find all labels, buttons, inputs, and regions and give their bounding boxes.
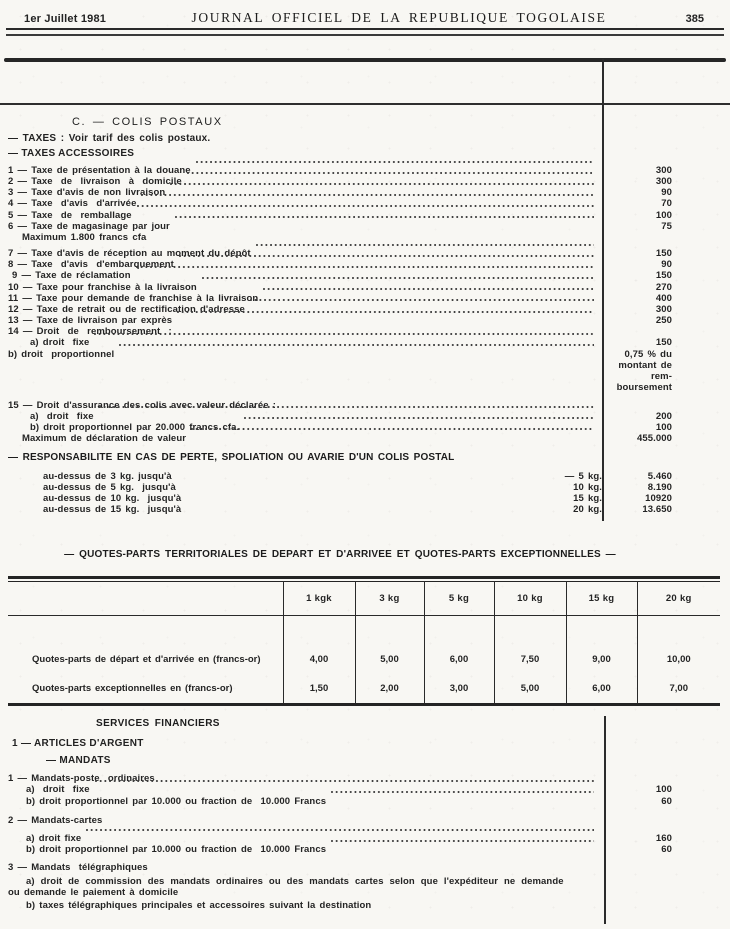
tariff-line [8,270,730,281]
table-header-cell: 20 kg [637,581,720,615]
table-cell: 9,00 [566,645,637,674]
table-header-cell: 5 kg [424,581,494,615]
services-heading: SERVICES FINANCIERS [96,718,220,729]
table-header-row [8,581,720,615]
line-label: 2 — Taxe de livraison à domicile [8,176,182,188]
line-label: 15 — Droit d'assurance des colis avec valeur déclarée : [8,399,277,411]
line-value: 150 [655,248,672,260]
line-label: 8 — Taxe d'avis d'embarquement [8,259,174,271]
table-cell: 6,00 [424,645,494,674]
line-label: 5 — Taxe de remballage [8,209,132,221]
table-row-label: Quotes-parts exceptionnelles en (francs-or) [32,682,233,694]
line-label: a) droit fixe [30,410,94,422]
tariff-line [8,259,730,270]
line-label: 12 — Taxe de retrait ou de rectification d'adresse [8,303,245,315]
tariff-line [8,232,730,243]
table-header-cell: 15 kg [566,581,637,615]
table-cell: 2,00 [355,674,424,705]
line-value: 70 [661,198,672,210]
table-row [8,645,720,674]
line-label: au-dessus de 10 kg. jusqu'à [43,493,182,505]
horizontal-rule-mid [0,103,730,105]
line-value: 150 [655,337,672,349]
horizontal-rule-heavy [4,58,726,62]
masthead-title: JOURNAL OFFICIEL DE LA REPUBLIQUE TOGOLAISE [191,10,607,25]
tariff-line [8,773,730,784]
tariff-line [8,315,730,326]
line-value: 150 [655,270,672,282]
line-label: Maximum de déclaration de valeur [22,432,187,444]
quotes-parts-table [8,581,720,706]
line-value: 0,75 % du montant de rem- boursement [616,348,672,393]
masthead-page-number: 385 [685,13,704,25]
line-value: 60 [661,844,672,856]
line-value: 75 [661,220,672,232]
line-label: 13 — Taxe de livraison par exprès [8,315,173,327]
line-label: a) droit fixe [26,833,82,845]
tariff-line [8,304,730,315]
tariff-line [8,422,730,433]
tariff-line [8,471,730,482]
line-label: au-dessus de 15 kg. jusqu'à [43,504,182,516]
table-header-cell: 3 kg [355,581,424,615]
services-list [8,773,730,911]
line-value: 90 [661,259,672,271]
tariff-line [8,187,730,198]
tariff-line [8,176,730,187]
weight-limit: — 5 kg. [564,471,602,482]
weight-limit: 20 kg. [573,504,602,516]
tariff-line [8,210,730,221]
table-header-cell: 1 kgk [283,581,355,615]
table-spacer-row [8,615,720,645]
line-value: 10920 [645,493,672,505]
line-label: b) droit proportionnel par 10.000 ou fraction de 10.000 Francs [26,844,327,856]
tariff-line [8,784,730,795]
line-value: 455.000 [636,432,672,444]
line-label: 1 — Taxe de présentation à la douane [8,165,191,176]
table-cell: 4,00 [283,645,355,674]
line-label: au-dessus de 3 kg. jusqu'à [43,471,172,482]
table-row [8,674,720,705]
line-value: 300 [655,303,672,315]
masthead-date: 1er Juillet 1981 [24,13,107,25]
tariff-line [8,833,730,844]
mandats-heading: — MANDATS [46,755,111,766]
line-value: 100 [655,209,672,221]
line-label: 10 — Taxe pour franchise à la livraison [8,281,197,293]
quotes-parts-title: — QUOTES-PARTS TERRITORIALES DE DEPART ET D'ARRIVEE ET QUOTES-PARTS EXCEPTIONNELLES — [64,549,616,560]
line-label: b) taxes télégraphiques principales et accessoires suivant la destination [26,899,372,911]
line-label: a) droit fixe [26,784,90,796]
tariff-line [8,862,730,873]
line-label: ou demande le paiement à domicile [8,887,179,899]
line-label: b) droit proportionnel [8,348,115,360]
tariff-line [8,482,730,493]
line-label: Maximum 1.800 francs cfa [22,231,147,243]
tariff-line [8,293,730,304]
line-label: 9 — Taxe de réclamation [12,270,131,282]
line-label: au-dessus de 5 kg. jusqu'à [43,482,176,494]
tariff-line [8,411,730,422]
tariff-line [8,349,730,393]
table-cell: 5,00 [494,674,566,705]
table-cell: 7,00 [637,674,720,705]
table-cell: 6,00 [566,674,637,705]
line-value: 200 [655,410,672,422]
line-label: a) droit fixe [30,337,90,349]
responsabilite-list [8,471,730,516]
articles-argent-heading: 1 — ARTICLES D'ARGENT [12,738,144,749]
tariff-line [8,282,730,293]
tariff-line [8,504,730,515]
table-cell: 1,50 [283,674,355,705]
line-label: 4 — Taxe d'avis d'arrivée [8,198,137,210]
weight-limit: 10 kg. [573,482,602,494]
tariff-line [8,400,730,411]
table-corner-cell [8,581,283,615]
section-responsabilite [8,452,730,516]
table-cell: 5,00 [355,645,424,674]
tariff-line [8,326,730,337]
section-title: C. — COLIS POSTAUX [72,116,223,128]
line-value: 300 [655,176,672,188]
line-value: 160 [655,833,672,845]
table-row-label: Quotes-parts de départ et d'arrivée en (francs-or) [32,653,261,665]
tariff-line [8,815,730,826]
line-label: 2 — Mandats-cartes [8,814,103,826]
line-value: 250 [655,315,672,327]
tariff-line [8,165,730,176]
taxes-accessoires-list [8,165,730,444]
line-label: 7 — Taxe d'avis de réception au moment du dépôt [8,248,251,260]
tariff-line [8,337,730,348]
line-value: 270 [655,281,672,293]
tariff-line [8,493,730,504]
tariff-line [8,198,730,209]
line-value: 400 [655,292,672,304]
line-value: 100 [655,421,672,433]
tariff-line [8,844,730,855]
horizontal-rule-double [6,28,724,36]
tariff-line [8,248,730,259]
line-value: 60 [661,795,672,807]
line-label: a) droit de commission des mandats ordinaires ou des mandats cartes selon que l'expéditeur ne demande [26,876,564,888]
taxes-note: — TAXES : Voir tarif des colis postaux. [8,133,211,144]
line-value: 13.650 [642,504,672,516]
tariff-line [8,900,730,911]
line-value: 100 [655,784,672,796]
tariff-line [8,221,730,232]
line-value: 5.460 [647,471,672,482]
tariff-line [8,876,730,887]
weight-limit: 15 kg. [573,493,602,505]
line-label: b) droit proportionnel par 20.000 francs cfa. [30,421,240,433]
line-label: 14 — Droit de remboursement : [8,326,172,338]
line-value: 90 [661,187,672,199]
line-label: b) droit proportionnel par 10.000 ou fraction de 10.000 Francs [26,795,327,807]
section-colis-postaux [8,116,730,444]
responsabilite-heading: — RESPONSABILITE EN CAS DE PERTE, SPOLIATION OU AVARIE D'UN COLIS POSTAL [8,452,455,463]
tariff-line [8,796,730,807]
line-value: 8.190 [647,482,672,494]
line-label: 1 — Mandats-poste ordinaires [8,773,155,784]
taxes-accessoires-heading: — TAXES ACCESSOIRES [8,148,135,159]
line-label: 3 — Mandats télégraphiques [8,861,148,873]
tariff-line [8,887,730,898]
section-services-financiers [8,718,730,911]
line-label: 11 — Taxe pour demande de franchise à la livraison [8,292,259,304]
tariff-line [8,433,730,444]
table-header-cell: 10 kg [494,581,566,615]
table-cell: 10,00 [637,645,720,674]
masthead [0,10,730,26]
line-label: 3 — Taxe d'avis de non livraison [8,187,166,199]
table-cell: 7,50 [494,645,566,674]
quotes-parts-table-wrapper [8,576,720,706]
line-value: 300 [655,165,672,176]
table-cell: 3,00 [424,674,494,705]
line-label: 6 — Taxe de magasinage par jour [8,220,170,232]
